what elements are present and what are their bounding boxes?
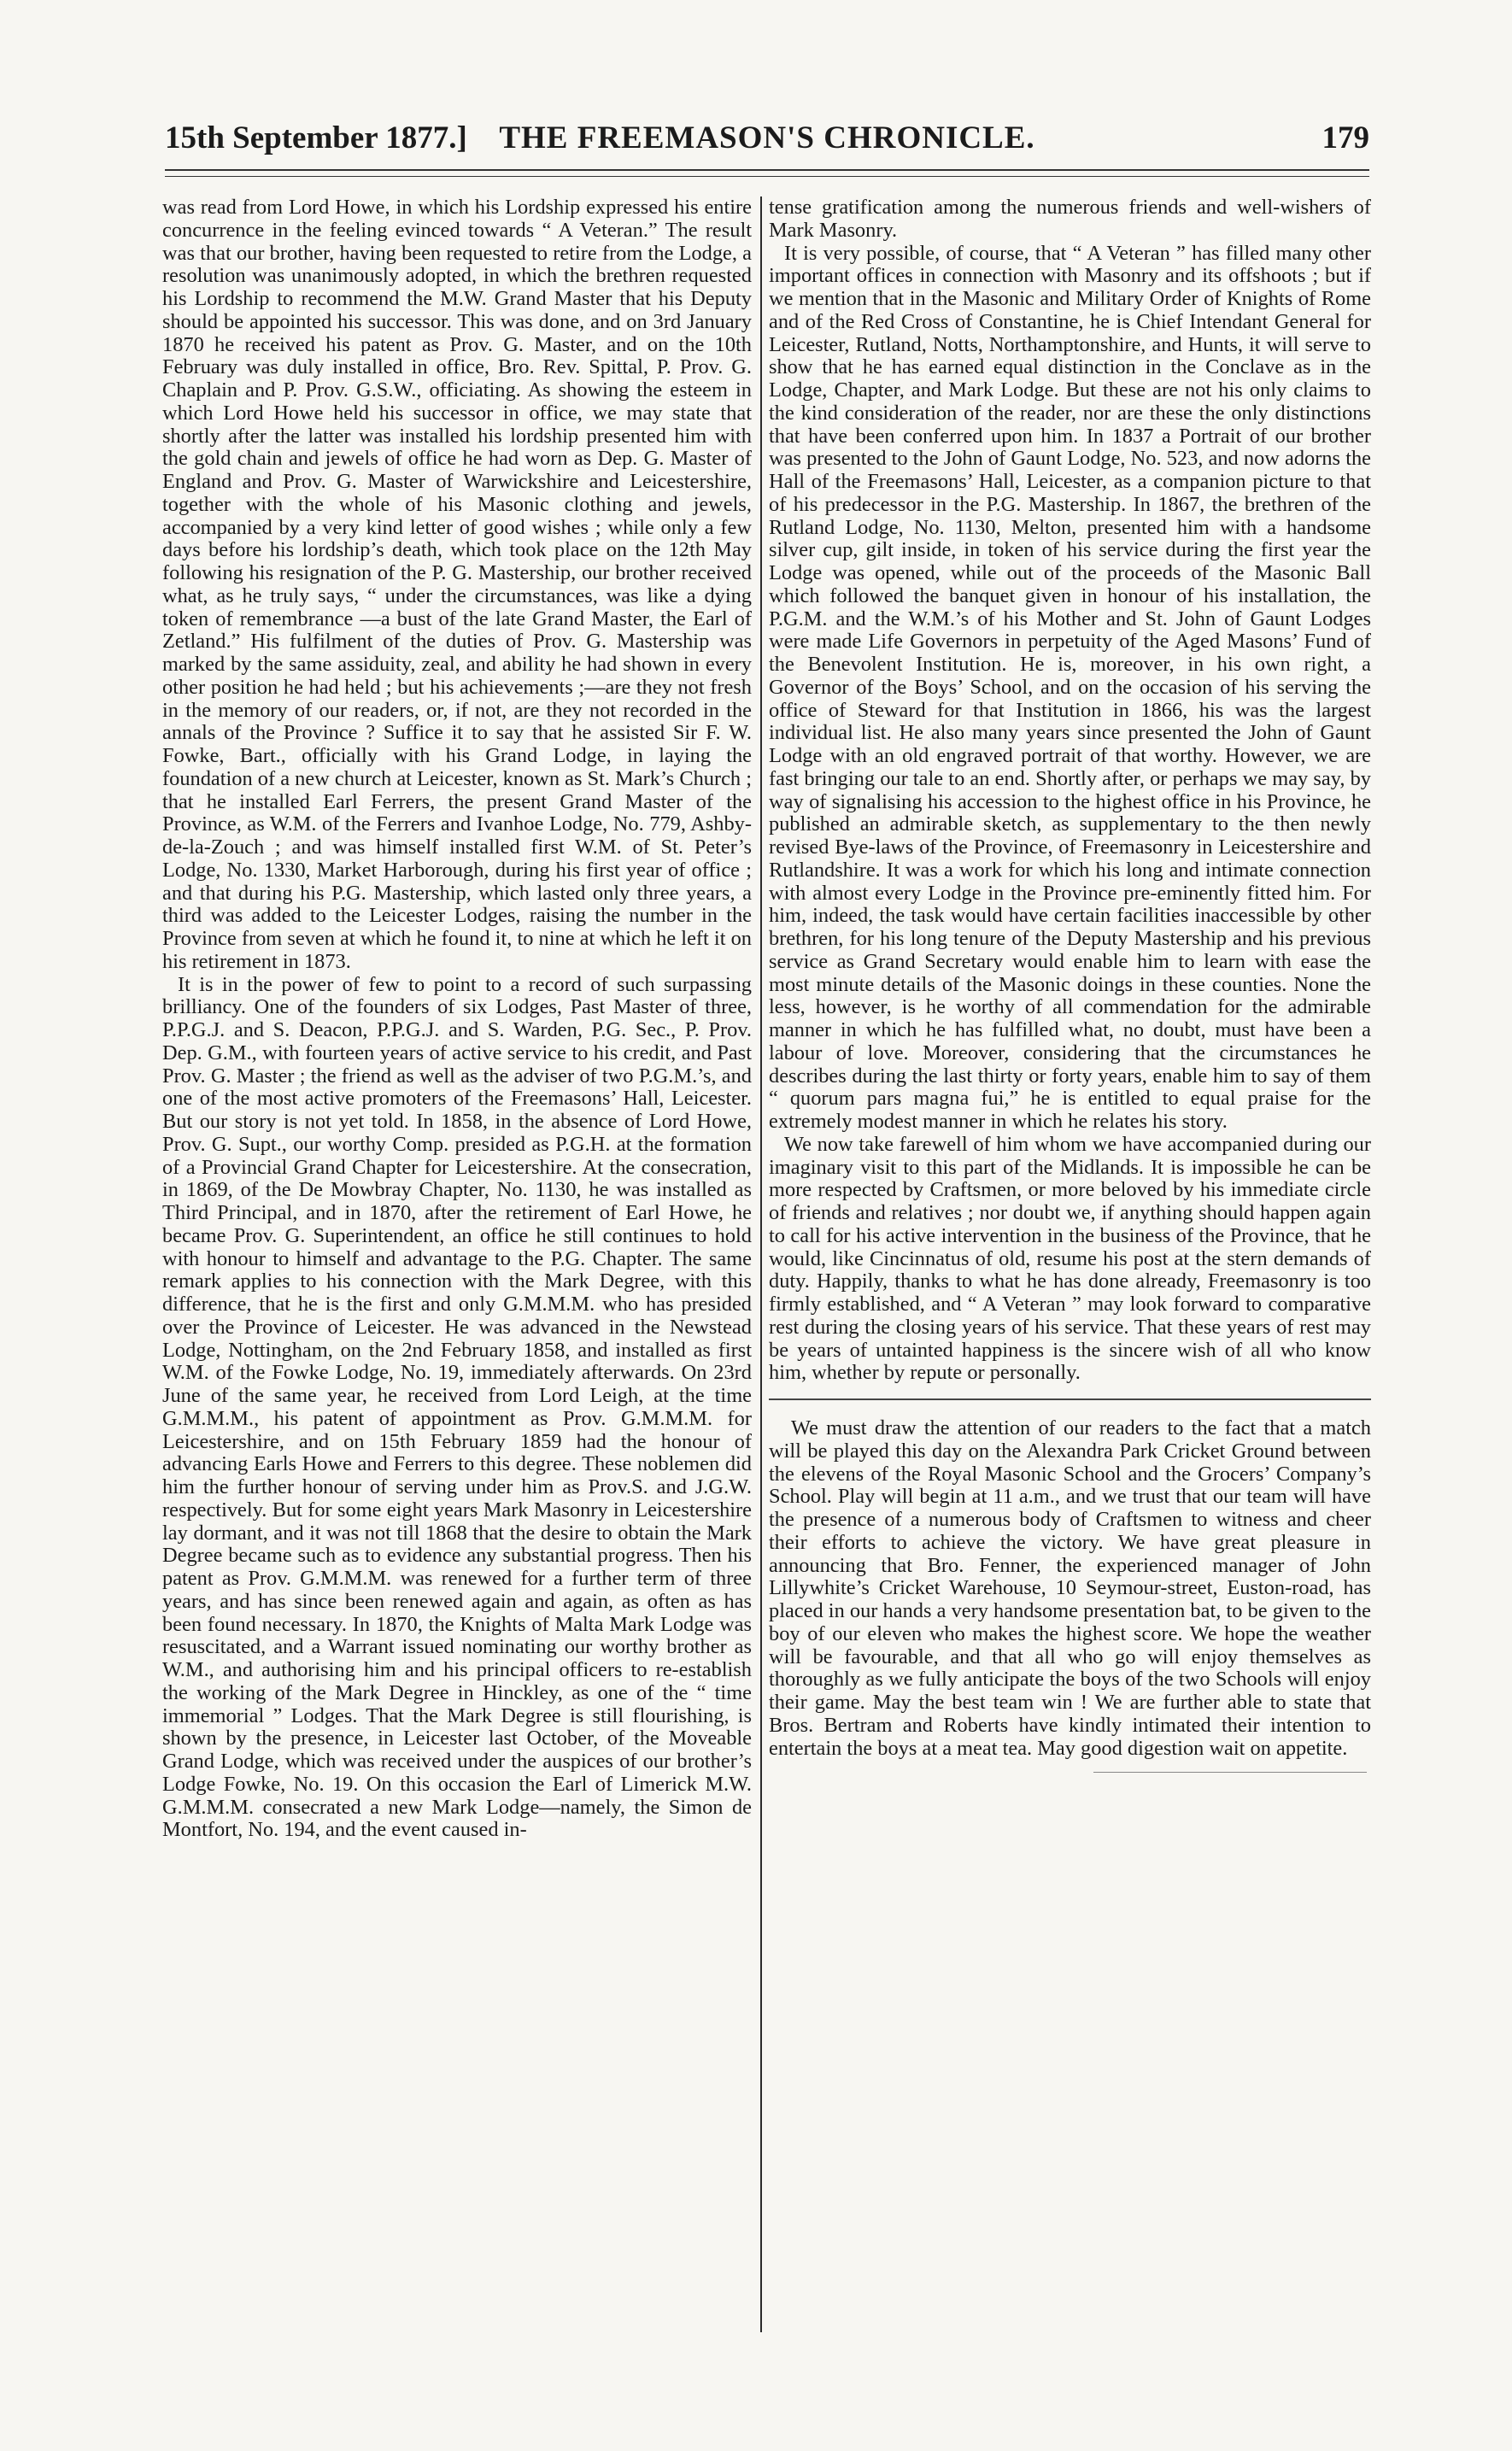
- article-paragraph: It is very possible, of course, that “ A Veteran ” has filled many other important offices in connection with Masonry and its offshoots ; but if we mention that in the Masonic and Military Order of Knights of Rome and of the Red Cross of Constantine, he is Chief Intendant General for Leicester, Rutland, Notts, Northamptonshire, and Hunts, it will serve to show that he has earned equal distinction in the Conclave as in the Lodge, Chapter, and Mark Lodge. But these are not his only claims to the kind consideration of the reader, nor are these the only distinctions that have been conferred upon him. In 1837 a Portrait of our brother was presented to the John of Gaunt Lodge, No. 523, and now adorns the Hall of the Freemasons’ Hall, Leicester, as a companion picture to that of his predecessor in the P.G. Mastership. In 1867, the brethren of the Rutland Lodge, No. 1130, Melton, presented him with a handsome silver cup, gilt inside, in token of his service during the first year the Lodge was opened, while out of the proceeds of the Masonic Ball which followed the banquet given in honour of his installation, the P.G.M. and the W.M.’s of his Mother and St. John of Gaunt Lodges were made Life Governors in perpetuity of the Aged Masons’ Fund of the Benevolent Institution. He is, moreover, in his own right, a Governor of the Boys’ School, and on the occasion of his serving the office of Steward for that Institution in 1866, his was the largest individual list. He also many years since presented the John of Gaunt Lodge with an old engraved portrait of that worthy. However, we are fast bringing our tale to an end. Shortly after, or perhaps we may say, by way of signalising his accession to the highest office in his Province, he published an admirable sketch, as supplementary to the then newly revised Bye-laws of the Province, of Freemasonry in Leicestershire and Rutlandshire. It was a work for which his long and intimate connection with almost every Lodge in the Province pre-eminently fitted him. For him, indeed, the task would have certain facilities inaccessible by other brethren, for his long tenure of the Deputy Mastership and his previous service as Grand Secretary would enable him to learn with ease the most minute details of the Masonic doings in these counties. None the less, however, is he worthy of all commendation for the admirable manner in which he has fulfilled what, no doubt, must have been a labour of love. Moreover, considering that the circumstances he describes during the last thirty or forty years, enable him to say of them “ quorum pars magna fui,” he is entitled to equal praise for the extremely modest manner in which he relates his story.: [769, 241, 1371, 1133]
- end-rule: [1093, 1772, 1367, 1773]
- running-header: [165, 120, 1369, 167]
- article-paragraph: was read from Lord Howe, in which his Lordship expressed his entire concurrence in the feeling evinced towards “ A Veteran.” The result was that our brother, having been requested to retire from the Lodge, a resolution was unanimously adopted, in which the brethren requested his Lordship to recommend the M.W. Grand Master that his Deputy should be appointed his successor. This was done, and on 3rd January 1870 he received his patent as Prov. G. Master, and on the 10th February was duly installed in office, Bro. Rev. Spittal, P. Prov. G. Chaplain and P. Prov. G.S.W., officiating. As showing the esteem in which Lord Howe held his successor in office, we may state that shortly after the latter was installed his lordship presented him with the gold chain and jewels of office he had worn as Dep. G. Master of England and Prov. G. Master of Warwickshire and Leicestershire, together with the whole of his Masonic clothing and jewels, accompanied by a very kind letter of good wishes ; while only a few days before his lordship’s death, which took place on the 12th May following his resignation of the P. G. Mastership, our brother received what, as he truly says, “ under the circumstances, was like a dying token of remembrance —a bust of the late Grand Master, the Earl of Zetland.” His fulfilment of the duties of Prov. G. Mastership was marked by the same assiduity, zeal, and ability he had shown in every other position he had held ; but his achievements ;—are they not fresh in the memory of our readers, or, if not, are they not recorded in the annals of the Province ? Suffice it to say that he assisted Sir F. W. Fowke, Bart., officially with his Grand Lodge, in laying the foundation of a new church at Leicester, known as St. Mark’s Church ; that he installed Earl Ferrers, the present Grand Master of the Province, as W.M. of the Ferrers and Ivanhoe Lodge, No. 779, Ashby-de-la-Zouch ; and was himself installed first W.M. of St. Peter’s Lodge, No. 1330, Market Harborough, during his first year of office ; and that during his P.G. Mastership, which lasted only three years, a third was added to the Leicester Lodges, raising the number in the Province from seven at which he found it, to nine at which he left it on his retirement in 1873.: [162, 196, 752, 973]
- cricket-match-notice: [769, 1417, 1371, 1760]
- column-divider: [760, 196, 762, 2332]
- header-rule: [165, 169, 1369, 177]
- page-number: 179: [1322, 120, 1369, 155]
- article-paragraph: It is in the power of few to point to a record of such surpassing brilliancy. One of the founders of six Lodges, Past Master of three, P.P.G.J. and S. Deacon, P.P.G.J. and S. Warden, P.G. Sec., P. Prov. Dep. G.M., with fourteen years of active service to his credit, and Past Prov. G. Master ; the friend as well as the adviser of two P.G.M.’s, and one of the most active promoters of the Freemasons’ Hall, Leicester. But our story is not yet told. In 1858, in the absence of Lord Howe, Prov. G. Supt., our worthy Comp. presided as P.G.H. at the formation of a Provincial Grand Chapter for Leicestershire. At the consecration, in 1869, of the De Mowbray Chapter, No. 1130, he was installed as Third Principal, and in 1870, after the retirement of Earl Howe, he became Prov. G. Superintendent, an office he still continues to hold with honour to himself and advantage to the P.G. Chapter. The same remark applies to his connection with the Mark Degree, with this difference, that he is the first and only G.M.M.M. who has presided over the Province of Leicester. He was advanced in the Newstead Lodge, Nottingham, on the 2nd February 1858, and installed as first W.M. of the Fowke Lodge, No. 19, immediately afterwards. On 23rd June of the same year, he received from Lord Leigh, at the time G.M.M.M., his patent of appointment as Prov. G.M.M.M. for Leicestershire, and on 15th February 1859 had the honour of advancing Earls Howe and Ferrers to this degree. These noblemen did him the further honour of serving under him as Prov.S. and J.G.W. respectively. But for some eight years Mark Masonry in Leicestershire lay dormant, and it was not till 1868 that the desire to obtain the Mark Degree became such as to evidence any substantial progress. Then his patent as Prov. G.M.M.M. was renewed for a further term of three years, and has since been renewed again and again, as often as has been found necessary. In 1870, the Knights of Malta Mark Lodge was resuscitated, and a Warrant issued nominating our worthy brother as W.M., and authorising him and his principal officers to re-establish the working of the Mark Degree in Hinckley, as one of the “ time immemorial ” Lodges. That the Mark Degree is still flourishing, is shown by the presence, in Leicester last October, of the Moveable Grand Lodge, which was received under the auspices of our brother’s Lodge Fowke, No. 19. On this occasion the Earl of Limerick M.W. G.M.M.M. consecrated a new Mark Lodge—namely, the Simon de Montfort, No. 194, and the event caused in-: [162, 972, 752, 1842]
- right-column: [769, 196, 1371, 1773]
- left-column: [162, 196, 752, 1842]
- article-paragraph: We now take farewell of him whom we have accompanied during our imaginary visit to this part of the Midlands. It is impossible he can be more respected by Craftsmen, or more beloved by his immediate circle of friends and relatives ; nor doubt we, if anything should happen again to call for his active intervention in the business of the Province, that he would, like Cincinnatus of old, resume his post at the stern demands of duty. Happily, thanks to what he has done already, Freemasonry is too firmly established, and “ A Veteran ” may look forward to comparative rest during the closing years of his service. That these years of rest may be years of untainted happiness is the sincere wish of all who know him, whether by repute or personally.: [769, 1132, 1371, 1385]
- article-paragraph: tense gratification among the numerous friends and well-wishers of Mark Masonry.: [769, 196, 1371, 242]
- header-date: 15th September 1877.]: [165, 120, 467, 155]
- section-rule: [769, 1398, 1371, 1400]
- notice-paragraph: We must draw the attention of our readers to the fact that a match will be played this day on the Alexandra Park Cricket Ground between the elevens of the Royal Masonic School and the Grocers’ Company’s School. Play will begin at 11 a.m., and we trust that our team will have the presence of a numerous body of Craftsmen to witness and cheer their efforts to achieve the victory. We have great pleasure in announcing that Bro. Fenner, the experienced manager of John Lillywhite’s Cricket Warehouse, 10 Seymour-street, Euston-road, has placed in our hands a very handsome presentation bat, to be given to the boy of our eleven who makes the highest score. We hope the weather will be favourable, and that all who go will enjoy themselves as thoroughly as we fully anticipate the boys of the two Schools will enjoy their game. May the best team win ! We are further able to state that Bros. Bertram and Roberts have kindly intimated their intention to entertain the boys at a meat tea. May good digestion wait on appetite.: [769, 1416, 1371, 1760]
- newspaper-title: THE FREEMASON'S CHRONICLE.: [499, 120, 1035, 155]
